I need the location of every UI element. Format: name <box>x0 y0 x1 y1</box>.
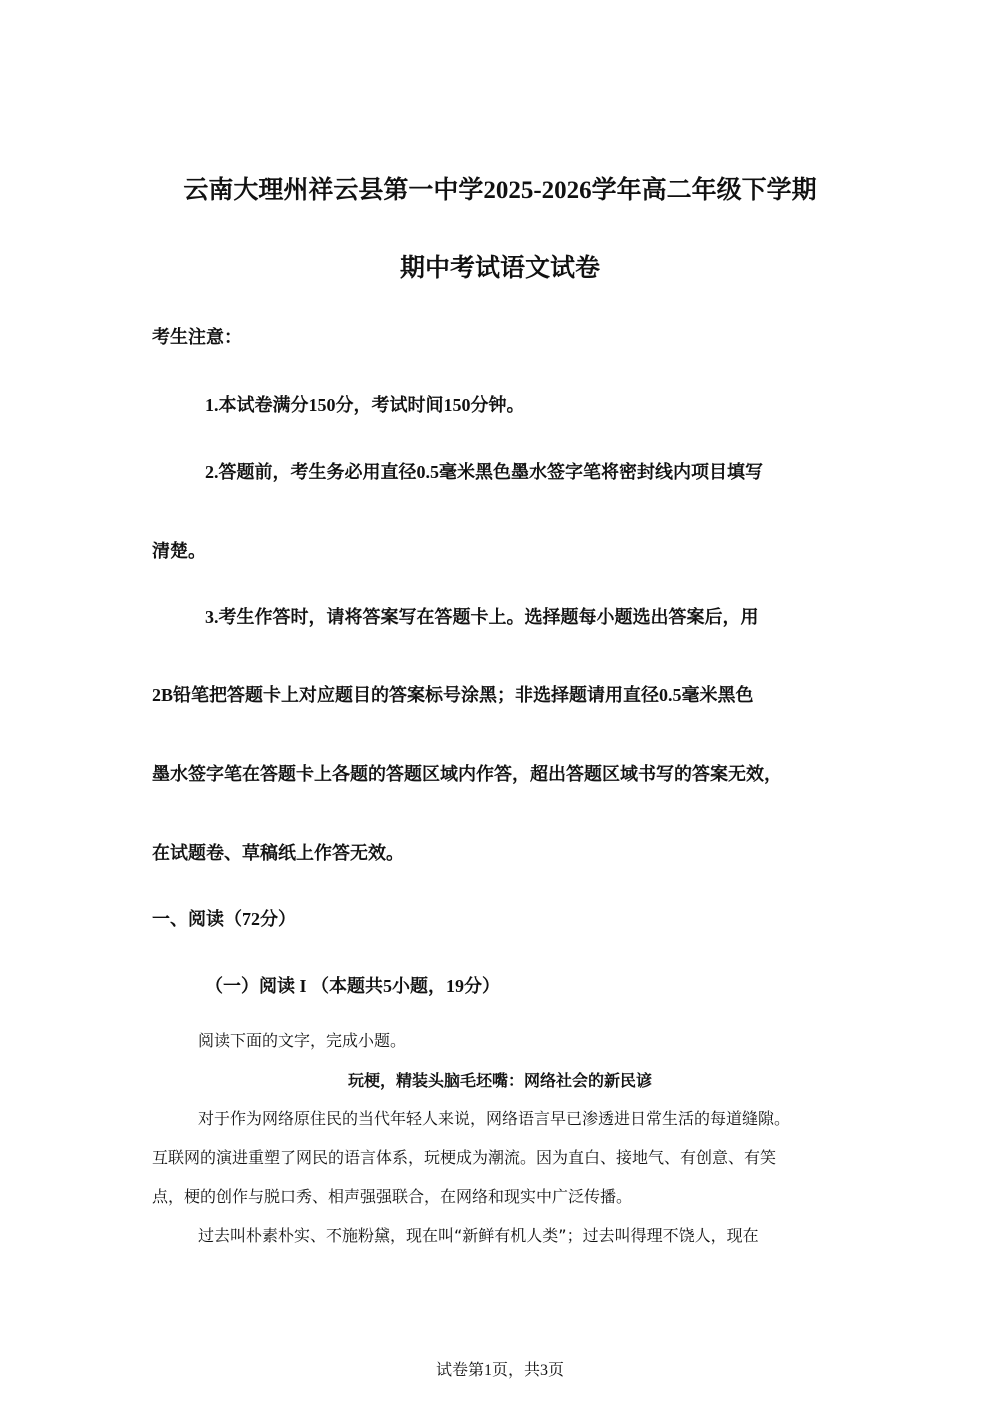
notice-heading: 考生注意： <box>152 327 242 347</box>
notice-item-2-line-2: 清楚。 <box>152 541 206 561</box>
notice-item-3-line-2: 2B铅笔把答题卡上对应题目的答案标号涂黑；非选择题请用直径0.5毫米黑色 <box>152 685 754 705</box>
page-footer: 试卷第1页，共3页 <box>435 1362 564 1379</box>
section-heading-reading: 一、阅读（72分） <box>152 909 296 929</box>
exam-title-line-1: 云南大理州祥云县第一中学2025-2026学年高二年级下学期 <box>183 177 817 204</box>
passage-paragraph-1-line-2: 互联网的演进重塑了网民的语言体系，玩梗成为潮流。因为直白、接地气、有创意、有笑 <box>152 1148 777 1167</box>
notice-item-2-line-1: 2.答题前，考生务必用直径0.5毫米黑色墨水签字笔将密封线内项目填写 <box>205 462 763 482</box>
notice-item-3-line-1: 3.考生作答时，请将答案写在答题卡上。选择题每小题选出答案后，用 <box>205 607 759 627</box>
notice-item-1: 1.本试卷满分150分，考试时间150分钟。 <box>205 395 525 415</box>
exam-title-line-2: 期中考试语文试卷 <box>399 255 600 282</box>
reading-instruction: 阅读下面的文字，完成小题。 <box>198 1031 407 1050</box>
passage-paragraph-1-line-1: 对于作为网络原住民的当代年轻人来说，网络语言早已渗透进日常生活的每道缝隙。 <box>198 1109 791 1128</box>
passage-paragraph-2-line-1: 过去叫朴素朴实、不施粉黛，现在叫“新鲜有机人类”；过去叫得理不饶人，现在 <box>198 1226 759 1245</box>
passage-paragraph-1-line-3: 点，梗的创作与脱口秀、相声强强联合，在网络和现实中广泛传播。 <box>152 1187 633 1206</box>
subsection-heading-reading-1: （一）阅读 I （本题共5小题，19分） <box>205 976 501 996</box>
passage-title: 玩梗，精装头脑毛坯嘴：网络社会的新民谚 <box>347 1071 652 1090</box>
notice-item-3-line-3: 墨水签字笔在答题卡上各题的答题区域内作答，超出答题区域书写的答案无效， <box>152 764 782 784</box>
notice-item-3-line-4: 在试题卷、草稿纸上作答无效。 <box>152 843 404 863</box>
